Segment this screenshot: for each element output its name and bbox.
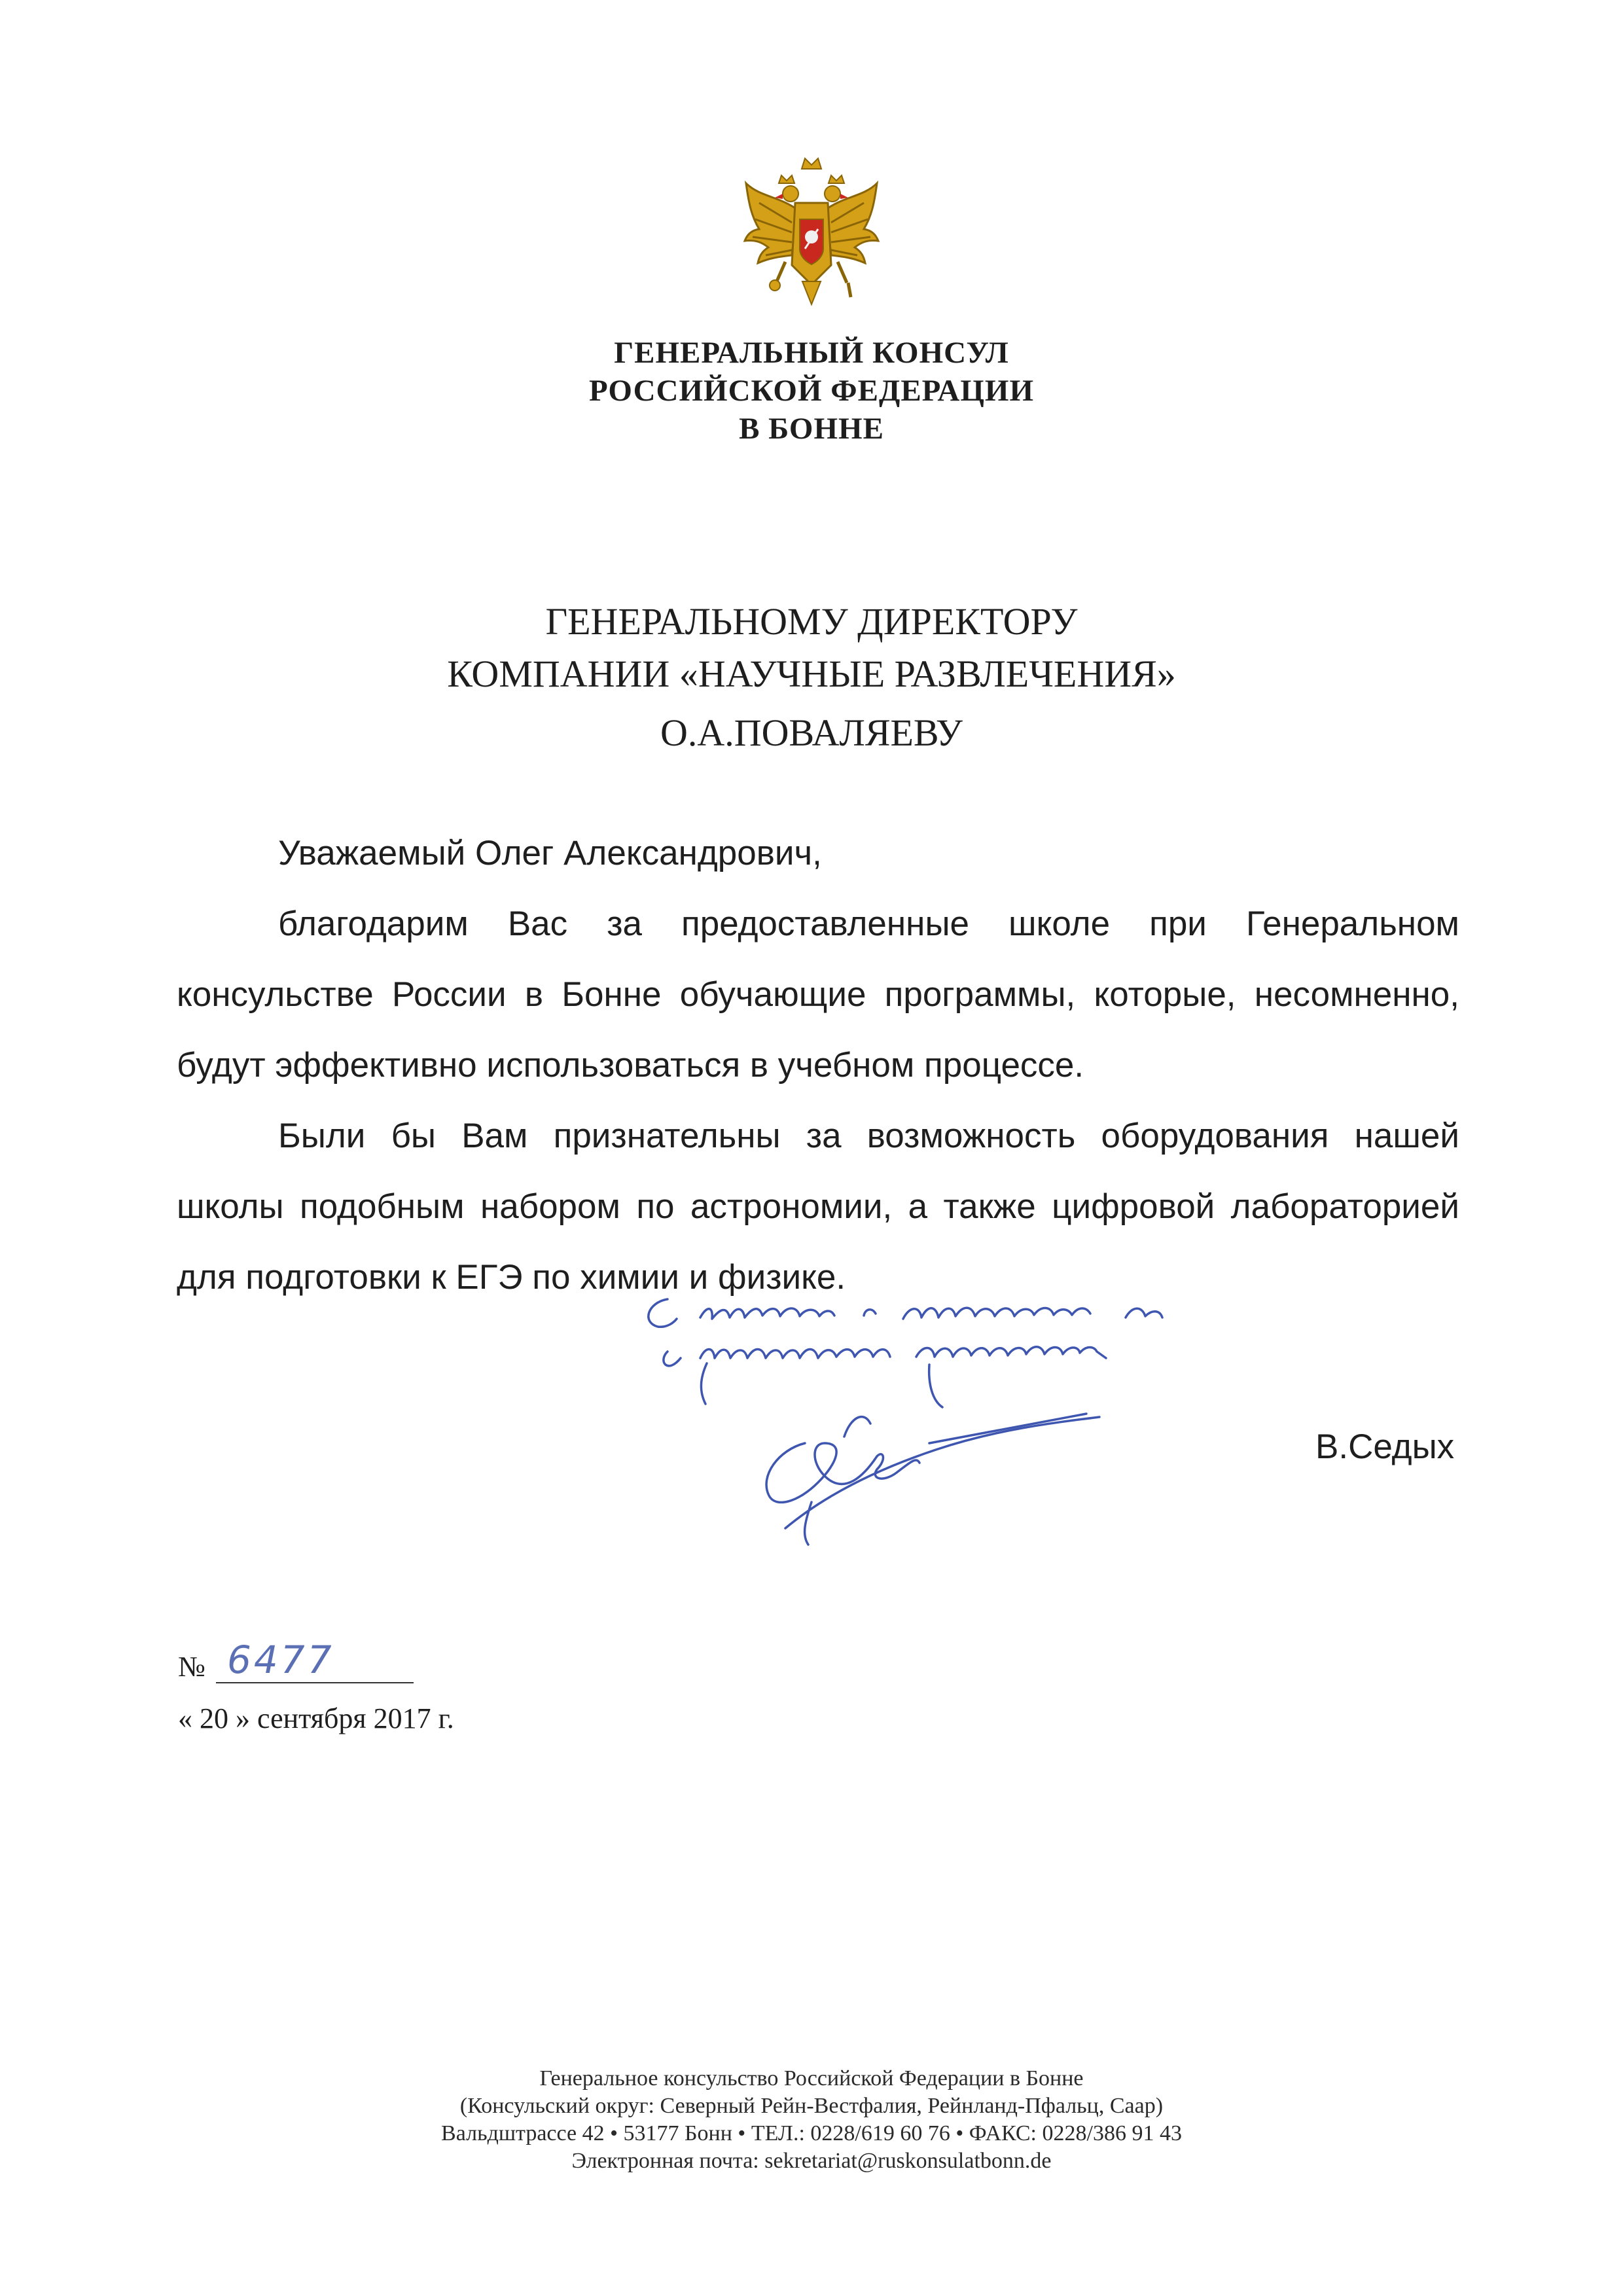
greeting: Уважаемый Олег Александрович, xyxy=(278,834,822,872)
sender-line-2: РОССИЙСКОЙ ФЕДЕРАЦИИ xyxy=(589,374,1034,408)
signer-name: В.Седых xyxy=(1315,1427,1455,1466)
body-paragraph-2: Были бы Вам признательны за возможность оборудования нашей школы подобным набором по астрономии, а также цифровой лабораторией для подготовки к ЕГЭ по химии и физике. xyxy=(177,1117,1459,1297)
sender-line-3: В БОННЕ xyxy=(739,412,884,446)
body-paragraph-1: благодарим Вас за предоставленные школе при Генеральном консульстве России в Бонне обучающие программы, которые, несомненно, будут эффективно использоваться в учебном процессе. xyxy=(177,905,1459,1085)
russian-coat-of-arms-emblem xyxy=(740,157,883,308)
letter-body xyxy=(177,818,1459,1313)
footer-contacts xyxy=(0,2065,1623,2175)
addressee-line-2: КОМПАНИИ «НАУЧНЫЕ РАЗВЛЕЧЕНИЯ» xyxy=(447,653,1176,695)
addressee-block xyxy=(0,596,1623,759)
registration-number xyxy=(178,1638,414,1689)
footer-line-3: Вальдштрассе 42 • 53177 Бонн • ТЕЛ.: 0228/619 60 76 • ФАКС: 0228/386 91 43 xyxy=(441,2121,1182,2145)
sender-line-1: ГЕНЕРАЛЬНЫЙ КОНСУЛ xyxy=(614,336,1009,370)
footer-line-4: Электронная почта: sekretariat@ruskonsulatbonn.de xyxy=(571,2149,1052,2173)
handwritten-number: 6477 xyxy=(227,1638,334,1682)
footer-line-2: (Консульский округ: Северный Рейн-Вестфалия, Рейнланд-Пфальц, Саар) xyxy=(459,2094,1164,2118)
number-underline xyxy=(216,1682,414,1683)
addressee-name: О.А.ПОВАЛЯЕВУ xyxy=(660,711,963,754)
addressee-line-1: ГЕНЕРАЛЬНОМУ ДИРЕКТОРУ xyxy=(545,600,1078,643)
sender-header xyxy=(0,334,1623,448)
footer-line-1: Генеральное консульство Российской Федерации в Бонне xyxy=(539,2066,1084,2090)
number-sign: № xyxy=(178,1651,205,1683)
letter-date: « 20 » сентября 2017 г. xyxy=(178,1702,454,1734)
